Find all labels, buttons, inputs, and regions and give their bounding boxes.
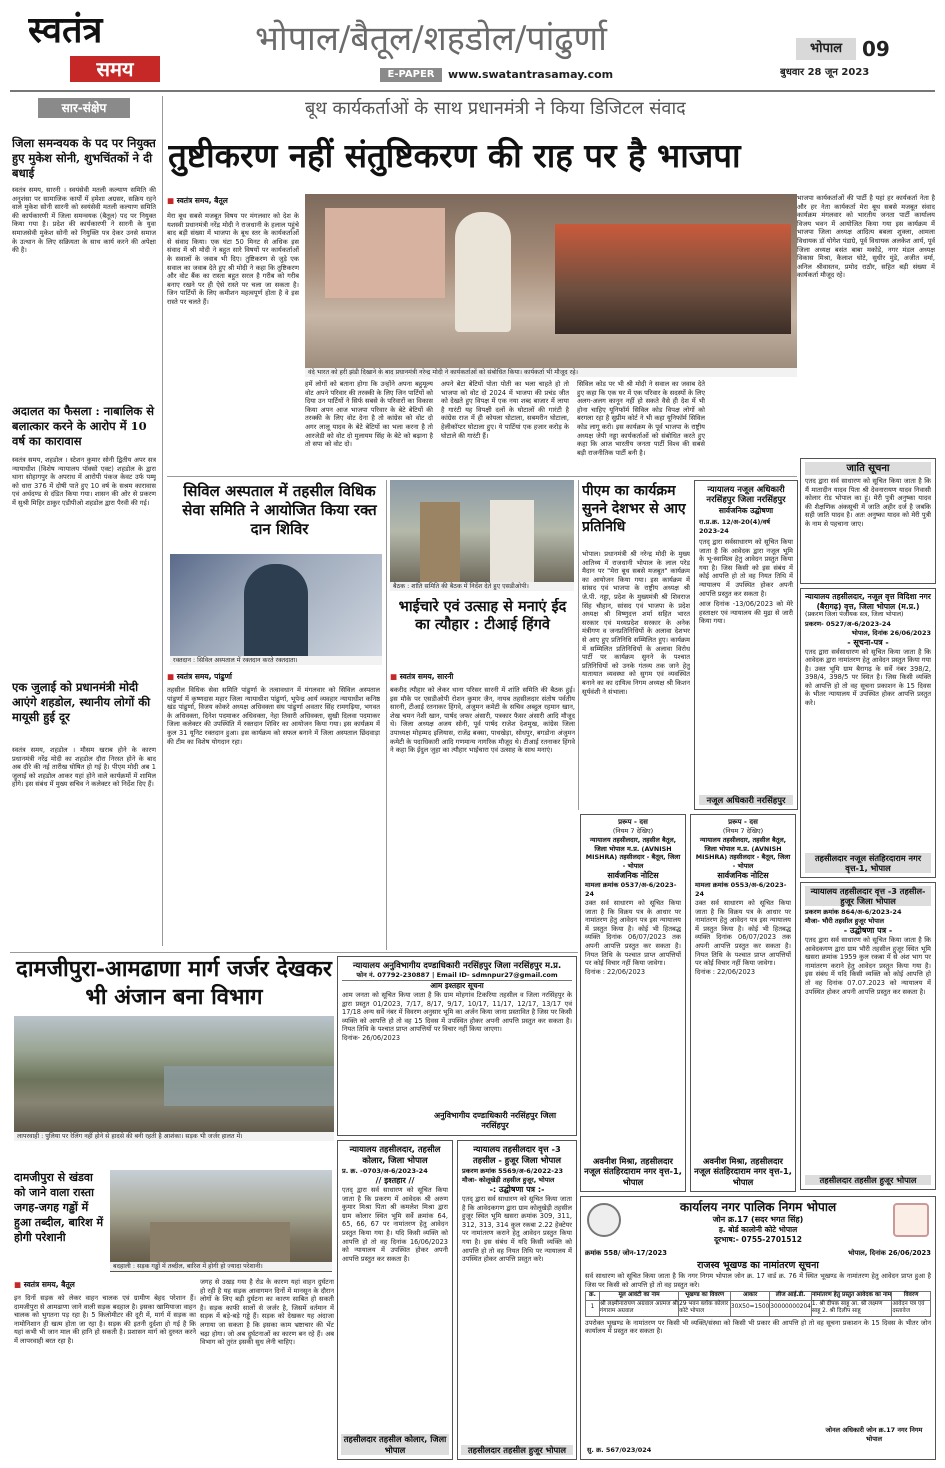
notice-a-body: उक्त सर्व साधारण को सूचित किया जाता है कि विक्रय पत्र के आधार पर नामांतरण हेतु आवेदन पत्र इस न्यायालय में प्रस्तुत किया है। कोई भी हितबद्ध व्यक्ति दिनांक 06/07/2023 तक अपनी आपत्ति प्रस्तुत कर सकता है। नियत तिथि के पश्चात प्राप्त आपत्तियों पर कोई विचार नहीं किया जावेगा। (585, 899, 681, 968)
table-header: नामांतरण हेतु प्रस्तुत आवेदक का नाम (812, 1292, 892, 1299)
rule (386, 480, 387, 950)
notice-b-ref: मामला क्रमांक 0553/अ-6/2023-24 (695, 881, 787, 898)
pm-headline: पीएम का कार्यक्रम सुनने देशभर से आए प्रतिनिधि (582, 483, 686, 535)
blood-byline: ■ स्वतंत्र समय, पांढुर्णा (167, 672, 367, 682)
municipal-notice-title: राजस्व भूखण्ड का नामांतरण सूचना (697, 1260, 819, 1271)
website-link[interactable]: www.swatantrasamay.com (448, 68, 614, 81)
main-photo (305, 194, 797, 368)
huzur-right2-label: - उद्घोषणा पत्र - (843, 926, 893, 935)
notice-a-date: दिनांक : 22/06/2023 (585, 967, 646, 976)
kolar-notice (337, 1140, 453, 1460)
municipal-notice (580, 1196, 936, 1460)
table-cell: 1. श्री दीपक साहू आ. श्री लक्ष्मण साहू 2. श्री दिलीप साहू (811, 1300, 891, 1316)
table-cell: श्री लक्ष्मीनारायण अग्रवाल आत्मज श्री गंगाराम अग्रवाल (600, 1300, 678, 1315)
road-photo-caption: लापरवाही : पुलिया पर रेलिंग नहीं होने से हादसे की बनी रहती है आशंका। सड़क भी जर्जर हालत में। (14, 1132, 334, 1141)
notice-a-court: न्यायालय तहसीलदार, तहसील बैतूल, जिला भोपाल म.प्र. (AVNISH MISHRA) तहसीलदार - बैतूल, जिला - भोपाल (585, 836, 681, 870)
photo-officer (420, 502, 460, 582)
brief-headline: अदालत का फैसला : नाबालिक से बलात्कार करने के आरोप में 10 वर्ष का कारावास (12, 404, 154, 448)
notice-a-title: सार्वजनिक नोटिस (607, 871, 659, 880)
notice-b-body: उक्त सर्व साधारण को सूचित किया जाता है कि विक्रय पत्र के आधार पर नामांतरण हेतु आवेदन पत्र इस न्यायालय में प्रस्तुत किया है। कोई भी हितबद्ध व्यक्ति दिनांक 06/07/2023 तक अपनी आपत्ति प्रस्तुत कर सकता है। नियत तिथि के पश्चात प्राप्त आपत्तियों पर कोई विचार नहीं किया जावेगा। (695, 899, 791, 968)
notice-a-header: (नियम 7 देखिए) (612, 827, 654, 835)
huzur-mid-notice (457, 1140, 577, 1460)
brief-body: स्वतंत्र समय, शहडोल । मौसम खराब होने के कारण प्रधानमंत्री नरेंद्र मोदी का शहडोल दौरा निरस्त होने के बाद अब दौरे की नई तारीख घोषित हो गई है। पीएम मोदी अब 1 जुलाई को शहडोल आकर यहां होने वाले कार्यक्रमों में शामिल होंगे। इस संबंध में मुख्य सचिव ने कलेक्टर को निर्देश दिए हैं। (12, 746, 156, 789)
blood-body: तहसील विधिक सेवा समिति पांढुर्णा के तत्वावधान में मंगलवार को सिविल अस्पताल पांढुर्णा में कृष्णदास महार जिला न्यायाधीश पांढुर्णा, भूपेन्द्र आर्य व्यवहार न्यायाधीश कनिष्ठ खंड पांढुर्णा, विजय कोकरे अध्यक्ष अधिवक्ता संघ पांढुर्णा अवतार सिंह रामगढ़िया, भगवत के अधिवक्ता, दिनेश पदमाकर अधिवक्ता, नेहा तिवारी अधिवक्ता, सुखी दिलवा पदमाकर जिला कलेक्टर की उपस्थिति में रक्तदान शिविर का आयोजन किया गया। इस कार्यक्रम में कुल 31 यूनिट रक्तदान हुआ। इस कार्यक्रम को सफल बनाने में जिला अस्पताल छिंदवाड़ा की टीम का विशेष योगदान रहा। (167, 686, 380, 746)
tehsil-notice-b (690, 814, 796, 1192)
narsinghpur-notice-footer: नजूल अधिकारी नरसिंहपुर (699, 795, 793, 805)
huzur-right2-footer: तहसीलदार तहसील हुजूर भोपाल (805, 1175, 931, 1185)
table-cell: आवेदन पत्र एवं दस्तावेज (892, 1300, 931, 1316)
kolar-notice-footer: तहसीलदार तहसील कोलार, जिला भोपाल (341, 1434, 449, 1455)
photo-banner (325, 208, 445, 298)
table-cell: 30X50=1500 (730, 1300, 769, 1316)
blood-photo (170, 554, 382, 656)
main-kicker: बूथ कार्यकर्ताओं के साथ प्रधानमंत्री ने किया डिजिटल संवाद (305, 98, 686, 119)
huzur-right2-body: एतद द्वारा सर्व साधारण को सूचित किया जाता है कि आवेदकगण द्वारा ग्राम भौरी तहसील हुजूर स्थित भूमि खसरा क्रमांक 1959 कुल रकबा में से अंश भाग पर नामांतरण कराने हेतु आवेदन प्रस्तुत किया गया है। इस संबंध में यदि किसी व्यक्ति को कोई आपत्ति हो तो वह दिनांक 07.07.2023 को न्यायालय में उपस्थित होकर अपनी आपत्ति प्रस्तुत कर सकता है। (805, 936, 931, 996)
photo-officer (490, 500, 534, 582)
sdm-notice-signature: अनुविभागीय दण्डाधिकारी नरसिंहपुर जिला नरसिंहपुर (433, 1111, 557, 1130)
huzur-right-date: भोपाल, दिनांक 26/06/2023 (851, 628, 931, 637)
sidebar-divider (162, 96, 163, 946)
main-body-col2: हमें लोगों को बताना होगा कि उन्होंने अपना बहुमूल्य वोट अपने परिवार की तरक्की के लिए जिन पार्टियों को दिया उन पार्टियों ने सिर्फ सबसे के परिवारों का विकास किया अपन आज भाजपा परिवार के बेटे बेटियों की तरक्की के लिए वोट देना है तो कांग्रेस को वोट दो अगर लालू यादव के बेटे बेटियों का भला करना है तो आरजेडी को वोट दो मुलायम सिंह के बेटे को बढ़ाना है तो सपा को वोट दो। (305, 380, 433, 449)
narsinghpur-notice-title: न्यायालय नजूल अधिकारी नरसिंहपुर जिला नरसिंहपुर (706, 484, 786, 504)
huzur-mid-footer: तहसीलदार तहसील हुजूर भोपाल (461, 1445, 573, 1456)
notice-b-header: प्ररूप - दस (728, 818, 758, 826)
photo-road (150, 1222, 290, 1262)
eid-body: बकरीद त्यौहार को लेकर थाना परिसर सारनी में शांति समिति की बैठक हुई। इस मौके पर एसडीओपी रोशन कुमार जैन, नायब तहसीलदार संतोष पर्वतीय सारनी, टीआई रतनाकर हिंगवे, अंजुमन कमेटी के सचिव अब्दुल रहमान खान, शेख चमन नेशी खान, पार्षद जफर अंसारी, पत्रकार फैसर अंसारी आदि मौजूद थे। जिला अध्यक्ष अजय सोनी, पूर्व पार्षद राजेश देशमुख, कांग्रेस जिला उपाध्यक्ष मोहम्मद इलियास, राजेंद्र बक्सा, पाथखेड़ा, सोधपुर, बगडोना अंजुमन कमेटी के पदाधिकारी आदि गणमान्य नागरिक मौजूद थे। टीआई रतनाकर हिंगवे ने कहा कि ईदुल जुहा का त्यौहार भाईचारा एवं उत्साह के साथ मनाएं। (390, 686, 575, 755)
sidebar (10, 96, 158, 958)
huzur-right2-notice (800, 882, 936, 1190)
table-header: मूल आवंटी का नाम (600, 1292, 679, 1301)
edition-city: भोपाल (796, 38, 856, 60)
photo-water (164, 1066, 334, 1106)
table-header: आकार (730, 1292, 769, 1301)
masthead (0, 0, 945, 92)
notice-b-date: दिनांक : 22/06/2023 (695, 967, 756, 976)
brief-headline: एक जुलाई को प्रधानमंत्री मोदी आएंगे शहडोल, स्थानीय लोगों की मायूसी हुई दूर (12, 680, 151, 724)
municipal-date: भोपाल, दिनांक 26/06/2023 (847, 1249, 931, 1257)
brief-headline: जिला समन्वयक के पद पर नियुक्त हुए मुकेश सोनी, शुभचिंतकों ने दी बधाई (12, 136, 156, 180)
kolar-notice-title: न्यायालय तहसीलदार, तहसील कोलार, जिला भोपाल (349, 1144, 441, 1165)
narsinghpur-notice (694, 480, 798, 810)
edition-cities: भोपाल/बैतूल/शहडोल/पांढुर्णा (255, 19, 607, 59)
kolar-notice-ref: प्र. क्र. -0703/अ-6/2023-24 (342, 1167, 428, 1175)
rule (578, 480, 579, 810)
main-photo-caption: वंदे भारत को हरी झंडी दिखाने के बाद प्रधानमंत्री नरेन्द्र मोदी ने कार्यकर्ताओं को संबोधित किया। कार्यकर्ता भी मौजूद रहे। (305, 368, 797, 377)
tehsil-notice-a (580, 814, 686, 1192)
sidebar-title: सार-संक्षेप (38, 98, 130, 118)
table-cell: 30000000204 (770, 1300, 812, 1316)
notice-b-footer: अवनीश मिश्रा, तहसीलदार नजूल संतहिरदाराम नगर वृत्त-1, भोपाल (694, 1155, 792, 1187)
blood-caption: रक्तदान : सिविल अस्पताल में रक्तदान करते रक्तदाता। (170, 656, 382, 665)
photo-crowd (555, 224, 791, 334)
table-cell: 29 भवन ब्लॉक कोलार कोटे भोपाल (679, 1300, 731, 1316)
sdm-notice-body: आम जनता को सूचित किया जाता है कि ग्राम मोहगांव टिकरिया तहसील व जिला नरसिंहपुर के द्वारा प्रस्तुत 01/2023, 7/17, 8/17, 9/17, 10/17, 11/17, 12/17, 13/17 एवं 17/18 अन्य सर्वे नंबर में विवरण अनुसार भूमि का अर्जन किया जाना प्रस्तावित है जिस पर किसी व्यक्ति को आपत्ति हो तो वह 15 दिवस में उपस्थित होकर अपनी आपत्ति प्रस्तुत कर सकता है। नियत तिथि के पश्चात प्राप्त आपत्तियों पर विचार नहीं किया जाएगा। (342, 991, 572, 1034)
issue-date: बुधवार 28 जून 2023 (780, 67, 870, 78)
table-header: लीज आई.डी. (770, 1292, 812, 1301)
table-row (586, 1300, 931, 1316)
table-header: क्र. (586, 1292, 600, 1301)
huzur-right-label: - सूचना-पत्र - (847, 637, 889, 647)
huzur-mid-body: एतद् द्वारा सर्व साधारण को सूचित किया जाता है कि आवेदकगण द्वारा ग्राम कोलूखेड़ी तहसील हुजूर स्थित भूमि खसरा क्रमांक 309, 311, 312, 313, 314 कुल रकबा 2.22 हेक्टेयर पर नामांतरण कराने हेतु आवेदन प्रस्तुत किया गया है। इस संबंध में यदि किसी व्यक्ति को आपत्ति हो तो वह नियत तिथि पर न्यायालय में उपस्थित होकर आपत्ति प्रस्तुत करे। (462, 1195, 572, 1264)
notice-b-court: न्यायालय तहसीलदार, तहसील बैतूल, जिला भोपाल म.प्र. (AVNISH MISHRA) तहसीलदार - बैतूल, जिला - भोपाल (695, 836, 791, 870)
caste-notice-title: जाति सूचना (805, 462, 931, 475)
notice-a-footer: अवनीश मिश्रा, तहसीलदार नजूल संतहिरदाराम नगर वृत्त-1, भोपाल (584, 1155, 682, 1187)
narsinghpur-notice-subtitle: सार्वजनिक उद्घोषणा (718, 506, 774, 515)
masthead-rule (10, 90, 935, 92)
huzur-right-body: एतद द्वारा सर्वसाधारण को सूचित किया जाता है कि आवेदक द्वारा नामांतरण हेतु आवेदन प्रस्तुत किया गया है। उक्त भूमि ग्राम बैरागढ़ के सर्वे नंबर 398/2, 398/4, 398/5 पर स्थित है। जिस किसी व्यक्ति को आपत्ति हो तो वह सूचना प्रकाशन के 15 दिवस के भीतर न्यायालय में उपस्थित होकर आपत्ति प्रस्तुत करे। (805, 647, 931, 708)
municipal-ref: क्रमांक 558/ जोन-17/2023 (585, 1249, 667, 1257)
photo-speaker (455, 212, 511, 332)
brief-body: स्वतंत्र समय, सारनी । स्वयंसेवी मतली कल्याण समिति की अनुशंसा पर सामाजिक कार्यों में हमेशा अग्रसर, सक्रिय रहने वाले मुकेश सोनी सारनी को स्वयंसेवी मतली कल्याण समिति की कार्यकारणी में जिला समन्वयक (बैतूल) पद पर नियुक्त किया गया है। प्रदेश की कार्यकारणी ने सारनी के युवा समाजसेवी मुकेश सोनी को नियुक्ति पत्र देकर उनसे समाज के उत्थान के लिए सक्रियता के साथ कार्य करने की अपेक्षा की है। (12, 186, 156, 255)
road-photo-2 (110, 1170, 332, 1272)
huzur-mid-ref: प्रकरण क्रमांक 5569/अ-6/2022-23 (462, 1167, 563, 1175)
huzur-right-subtitle: (प्रकरण जिला पंजीयक सत्र, जिला भोपाल) (805, 611, 904, 618)
municipal-footer-note: उपरोक्त भूखण्ड के नामांतरण पर किसी भी व्यक्ति/संस्था को किसी भी प्रकार की आपत्ति हो तो वह सूचना प्रकाशन के 15 दिवस के भीतर जोन कार्यालय में प्रस्तुत कर सकता है। (585, 1318, 931, 1336)
municipal-phone: दूरभाष:- 0755-2701512 (714, 1235, 802, 1244)
municipal-seal-icon (587, 1203, 621, 1237)
huzur-mid-label: -: उद्घोषणा पत्र :- (489, 1185, 545, 1194)
municipal-zone: जोन क्र.17 (सदर भगत सिंह) (712, 1215, 804, 1224)
sdm-notice (337, 956, 577, 1136)
table-header: विवरण (892, 1292, 931, 1301)
rule (10, 952, 578, 953)
narsinghpur-notice-ref: रा.प्र.क्र. 12/अ-20(4)/वर्ष 2023-24 (699, 518, 771, 535)
huzur-right-ref: प्रकरण- 0527/अ-6/2023-24 (805, 619, 891, 628)
municipal-ref-row (585, 1248, 931, 1257)
notice-b-header: (नियम 7 देखिए) (722, 827, 764, 835)
huzur-right-title: न्यायालय तहसीलदार, नजूल वृत्त विदिशा नगर (बैरागढ़) वृत्त, जिला भोपाल (म.प्र.) (805, 592, 931, 611)
eid-headline: भाईचारे एवं उत्साह से मनाएं ईद का त्यौहार : टीआई हिंगवे (398, 598, 567, 633)
caste-notice (800, 458, 936, 584)
sdm-notice-date: दिनांक- 26/06/2023 (342, 1033, 401, 1042)
sdm-notice-contact: फोन नं. 07792-230887 | Email ID- sdmnpur27@gmail.com (342, 971, 572, 981)
huzur-right2-ref: प्रकरण क्रमांक 864/अ-6/2023-24 (805, 908, 902, 916)
huzur-mid-title: न्यायालय तहसीलदार वृत्त -3 तहसील - हुजूर जिला भोपाल (472, 1144, 562, 1165)
road-headline: दामजीपुरा-आमढाणा मार्ग जर्जर देखकर भी अंजान बना विभाग (16, 956, 332, 1010)
eid-photo (390, 480, 574, 582)
road-subhead: दामजीपुरा से खंडवा को जाने वाला रास्ता जगह-जगह गड्ढों में हुआ तब्दील, बारिश में होगी परेशानी (14, 1171, 104, 1244)
road-body-col1: इन दिनों सड़क को लेकर वाहन चालक एवं ग्रामीण बेहद परेशान हैं। दामजीपुरा से आमढाणा जाने वाली सड़क बदहाल है। इसका खामियाजा वाहन चालक को भुगतना पड़ रहा है। 5 किलोमीटर की दूरी में, मार्ग में सड़क का नामोनिशान ही खत्म होता जा रहा है। सड़क की इतनी दुर्दशा हो गई है कि यहां कभी भी जान माल की हानि हो सकती है। प्रशासन मार्ग को दुरुस्त करने में लापरवाही बरत रहा है। (14, 1294, 196, 1345)
main-byline: ■ स्वतंत्र समय, बैतूल (167, 196, 297, 206)
caste-notice-body: एतद द्वारा सर्व साधारण को सूचित किया जाता है कि मैं मातादीन यादव पिता श्री देवनारायण यादव निवासी कोलार रोड भोपाल का हूं। मेरी पुत्री अनुष्का यादव की शैक्षणिक अंकसूची में जाति अहीर दर्ज है जबकि सही जाति यादव है। अतः अनुष्का यादव को मेरी पुत्री के नाम से पहचाना जाए। (805, 477, 931, 528)
main-body-col1: मेरा बूथ सबसे मजबूत विषय पर मंगलवार को देश के यशस्वी प्रधानमंत्री नरेंद्र मोदी ने राजधानी के हलाल पहुंचे बाद बड़ी संख्या में भाजपा के बूथ स्तर के कार्यकर्ताओं से संवाद किया। एक घंटा 50 मिनट से अधिक इस संवाद में श्री मोदी ने बहुत सारे विषयों पर कार्यकर्ताओं के सवालों के जवाब भी दिए। तुष्टिकरण से जुड़े एक सवाल का जवाब देते हुए श्री मोदी ने कहा कि तुष्टिकरण और वोट बैंक का रास्ता बहुत सरल है गरीब को गरीब बनाए रखने पर ही ऐसे रास्ते पर चला जा सकता है। जिन पार्टियों के लिए कमीशन महत्वपूर्ण होता है वे इस रास्ते पर चलते हैं। (167, 212, 299, 306)
table-header: भूखण्ड का विवरण (679, 1292, 731, 1301)
logo-top: स्वतंत्र (28, 10, 103, 50)
main-body-col4: सिविल कोड पर भी श्री मोदी ने सवाल का जवाब देते हुए कहा कि एक घर में एक परिवार के सदस्यों के लिए अलग-अलग कानून नहीं हो सकते वैसे ही देश में भी होना चाहिए यूनिफॉर्म सिविल कोड विपक्ष लोगों को बरगला रहा है सुप्रीम कोर्ट ने भी कहा यूनिफॉर्म सिविल कोड लागू करो। इस कार्यक्रम के पूर्व भाजपा के राष्ट्रीय अध्यक्ष जेपी नड्डा कार्यकर्ताओं को संबोधित करते हुए कहा कि आज भारतीय जनता पार्टी विश्व की सबसे बड़ी राजनीतिक पार्टी बनी है। (577, 380, 705, 457)
brief-body: स्वतंत्र समय, शहडोल । स्टेशन कुमार सोनी द्वितीय अपर सत्र न्यायाधीश (विशेष न्यायालय पॉक्सो एक्ट) शहडोल के द्वारा थाना सोहागपुर के अपराध में आरोपी पंकज केवट उर्फ पम्मू को धारा 376 में दोषी पाते हुए 10 वर्ष के सश्रम कारावास एवं अर्थदण्ड से दंडित किया गया। शासन की ओर से प्रकरण में सुश्री मिहिर ठाकुर एडीपीओ शहडोल द्वारा पैरवी की गई। (12, 456, 156, 507)
municipal-title: कार्यालय नगर पालिक निगम भोपाल (679, 1200, 837, 1214)
main-body-col3: अपने बेटा बेटियों पोता पोती का भला चाहते हो तो भाजपा को वोट दो 2024 में भाजपा की प्रचंड जीत को देखते हुए विपक्ष में एक नया शब्द बाजार में लाया है गारंटी यह विपक्षी दलों के घोटालों की गारंटी है कांग्रेस राज में ही कोयला घोटाला, सबमरीन घोटाला, हेलीकॉप्टर घोटाला हुए। ये पार्टियां एक हजार करोड़ के घोटाले की गारंटी हैं। (441, 380, 569, 440)
road-photo2-caption: बदहाली : सड़क गड्ढों में तब्दील, बारिश में होगी हो ज्यादा परेशानी। (110, 1262, 332, 1271)
municipal-intro: सर्व साधारण को सूचित किया जाता है कि नगर निगम भोपाल जोन क्र. 17 वार्ड क्र. 76 में स्थित भूखण्ड के नामांतरण हेतु आवेदन प्राप्त हुआ है जिस पर किसी को आपत्ति हो तो वह प्रस्तुत करे। (585, 1272, 931, 1289)
kolar-notice-label: // इश्तहार // (375, 1176, 415, 1185)
photo-donor (244, 564, 308, 656)
huzur-mid-sub: मौजा- कोलूखेड़ी तहसील हुजूर, भोपाल (462, 1176, 555, 1184)
huzur-right2-sub: मौजा- भौरी तहसील हुजूर भोपाल (805, 917, 885, 925)
notice-a-header: प्ररूप - दस (618, 818, 648, 826)
anniversary-logo-icon (893, 1203, 929, 1237)
table-cell: 1 (586, 1300, 600, 1316)
rule (167, 476, 797, 477)
notice-b-title: सार्वजनिक नोटिस (717, 871, 769, 880)
notice-a-ref: मामला क्रमांक 0537/अ-6/2023-24 (585, 881, 677, 898)
eid-caption: बैठक : शांति समिति की बैठक में निर्देश देते हुए एसडीओपी। (390, 582, 574, 591)
road-photo (14, 1016, 334, 1132)
narsinghpur-notice-body: एतद् द्वारा सर्वसाधारण को सूचित किया जाता है कि आवेदक द्वारा नजूल भूमि के भू-स्वामित्व हेतु आवेदन प्रस्तुत किया गया है। जिस किसी को इस संबंध में कोई आपत्ति हो तो वह नियत तिथि में न्यायालय में उपस्थित होकर अपनी आपत्ति प्रस्तुत कर सकता है। (699, 538, 793, 598)
municipal-bottom-ref: सु. क्र. 567/023/024 (587, 1446, 652, 1454)
huzur-right-notice (800, 588, 936, 878)
road-body-col2: जगह से उखड़ गया है रोड के कारण यहां वाहन दुर्घटना हो रही है यह सड़क आवागमन दिनों में मानसून के दौरान लोगों के लिए बड़ी दुर्घटना का कारण साबित हो सकती है। सड़क काफी सालों से जर्जर है, जिसमें वर्तमान में सड़क में बड़े-बड़े गड्ढे हैं। सड़क को देखकर यह अंदाजा लगाया जा सकता है कि इसका काम भ्रष्टाचार की भेंट चढ़ा होगा। जो अब दुर्घटनाओं का कारण बन रहे हैं। अब विभाग को तुरंत इसकी सुध लेनी चाहिए। (200, 1278, 334, 1347)
road-byline: ■ स्वतंत्र समय, बैतूल (14, 1280, 204, 1290)
municipal-address: ह. बोर्ड कालोनी कोटे भोपाल (718, 1225, 798, 1234)
page-number: 09 (862, 37, 890, 61)
main-body-col5: भाजपा कार्यकर्ताओं की पार्टी है यहां हर कार्यकर्ता नेता है और हर नेता कार्यकर्ता मेरा बूथ सबसे मजबूत संवाद कार्यक्रम मंगलवार को भारतीय जनता पार्टी कार्यालय विजय भवन में आयोजित किया गया इस कार्यक्रम में भाजपा जिला अध्यक्ष आदित्य बबला शुक्ला, आमला विधायक डॉ योगेश पंडाग्रे, पूर्व विधायक अलकेश आर्य, पूर्व जिला अध्यक्ष बसंत बाबा मकोडे, नगर मंडल अध्यक्ष विकास मिश्रा, कैलाश घोटे, सुधीर मुंडे, अजीत वर्मा, अनिल श्रीवास्तव, प्रमोद राठौर, सहित बड़ी संख्या में कार्यकर्ता मौजूद रहे। (797, 194, 935, 280)
logo-bottom: समय (70, 56, 160, 82)
huzur-right-footer: तहसीलदार नजूल संतहिरदाराम नगर वृत्त-1, भोपाल (805, 853, 931, 873)
huzur-right2-title: न्यायालय तहसीलदार वृत्त -3 तहसील- हुजूर जिला भोपाल (805, 886, 931, 906)
epaper-label: E-PAPER (380, 68, 442, 82)
sdm-notice-title: आम इश्तहार सूचना (430, 981, 484, 990)
eid-byline: ■ स्वतंत्र समय, सारनी (390, 672, 575, 682)
kolar-notice-body: एतद् द्वारा सर्व साधारण को सूचित किया जाता है कि प्रकरण में आवेदक श्री अरुण कुमार मिश्रा पिता श्री कमलेश मिश्रा द्वारा ग्राम कोलार स्थित भूमि सर्वे क्रमांक 64, 65, 66, 67 पर नामांतरण हेतु आवेदन प्रस्तुत किया गया है। यदि किसी व्यक्ति को आपत्ति हो तो वह दिनांक 16/06/2023 को न्यायालय में उपस्थित होकर अपनी आपत्ति प्रस्तुत कर सकता है। (342, 1186, 448, 1263)
main-headline: तुष्टीकरण नहीं संतुष्टिकरण की राह पर है भाजपा (168, 136, 741, 175)
table-header-row (586, 1292, 931, 1301)
pm-body: भोपाल। प्रधानमंत्री श्री नरेन्द्र मोदी के मुख्य आतिथ्य में राजधानी भोपाल के लाल परेड मैदान पर "मेरा बूथ सबसे मजबूत" कार्यक्रम का आयोजन किया गया। इस कार्यक्रम में सांसद एवं भाजपा के राष्ट्रीय अध्यक्ष श्री जे.पी. नड्डा, प्रदेश के मुख्यमंत्री श्री शिवराज सिंह चौहान, सांसद एवं भाजपा के प्रदेश अध्यक्ष श्री विष्णुदत्त शर्मा सहित भारत सरकार एवं मध्यप्रदेश सरकार के अनेक मंत्रीगण व जनप्रतिनिधियों के अलावा देशभर से आए हुए प्रतिनिधि सम्मिलित हुए। कार्यक्रम में सम्मिलित प्रतिनिधियों के अलावा विरोध पार्टी पर कार्यक्रम सुनने के पश्चात प्रतिनिधियों को उनके गंतव्य तक जाने हेतु यातायात व्यवस्था को सुगम एवं व्यवस्थित बनाने का का दायित्व निगम अध्यक्ष श्री किशन सूर्यवंशी ने संभाला। (582, 550, 690, 696)
sdm-notice-header: न्यायालय अनुविभागीय दण्डाधिकारी नरसिंहपुर जिला नरसिंहपुर म.प्र. (352, 960, 562, 970)
municipal-table (585, 1291, 931, 1317)
narsinghpur-notice-date: आज दिनांक -13/06/2023 को मेरे हस्ताक्षर एवं न्यायालय की मुद्रा से जारी किया गया। (699, 600, 793, 626)
municipal-sign: जोनल अधिकारी जोन क्र.17 नगर निगम भोपाल (825, 1426, 923, 1443)
blood-headline: सिविल अस्पताल में तहसील विधिक सेवा समिति ने आयोजित किया रक्त दान शिविर (182, 482, 377, 538)
